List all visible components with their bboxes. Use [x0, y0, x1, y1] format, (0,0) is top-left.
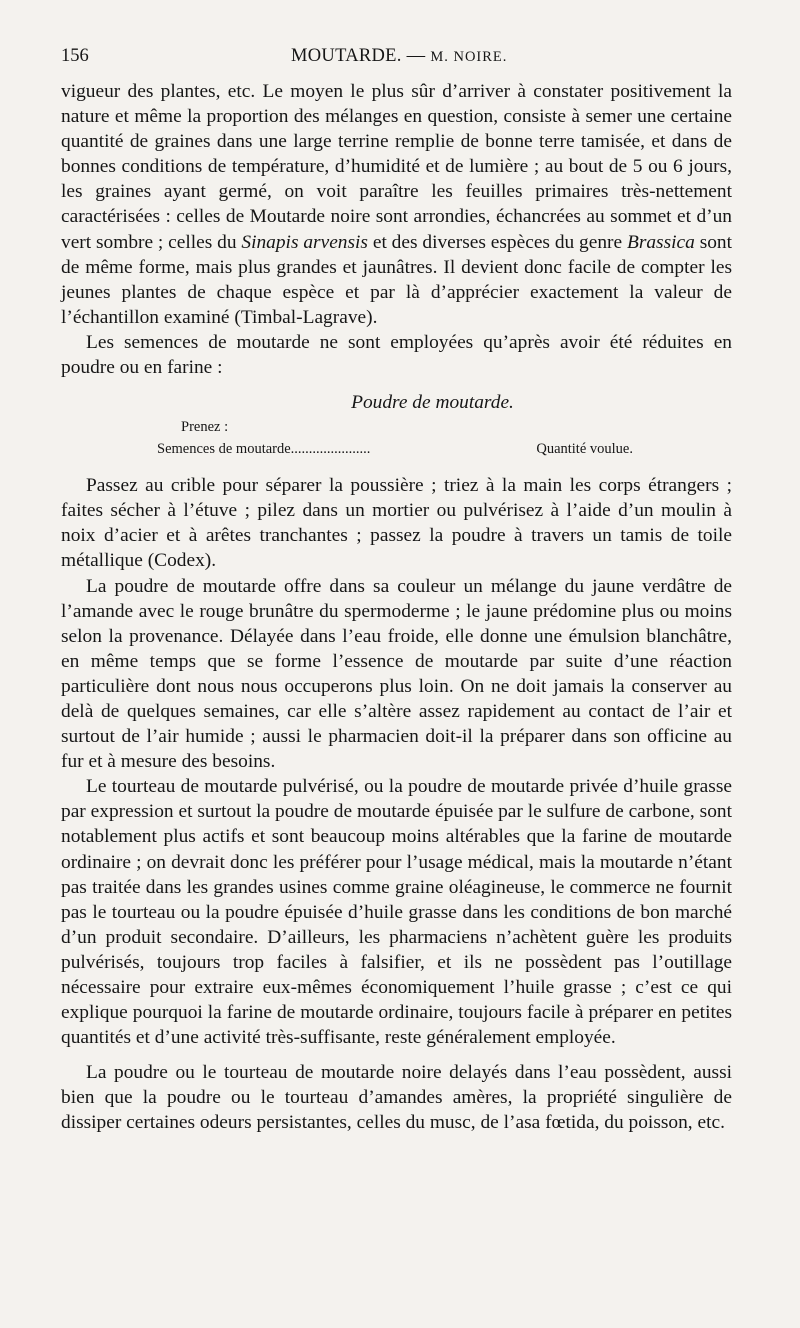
- recipe-ingredient-line: [157, 439, 633, 459]
- paragraph-text: sont de même forme, mais plus grandes et jaunâtres. Il devient donc facile de compter les jeunes plantes de chaque espèce et par là d’apprécier exactement la valeur de l’échantillon examiné (Timbal-Lagrave).: [61, 231, 733, 328]
- recipe-title: Poudre de moutarde.: [351, 392, 514, 414]
- genus-name-brassica: Brassica: [626, 231, 695, 253]
- paragraph-text: vigueur des plantes, etc. Le moyen le plus sûr d’arriver à constater positivement la nature et même la proportion des mélanges en question, consiste à semer une certaine quantité de graines dans une large terrine remplie de bonne terre tamisée, et dans de bonnes conditions de température, d’humidité et de lumière ; au bout de 5 ou 6 jours, les graines ayant germé, on voit paraître les feuilles primaires très-nettement caractérisées : celles de Moutarde noire sont arrondies, échancrées au sommet et d’un vert sombre ; celles du: [61, 81, 732, 253]
- paragraph-germination-test: [61, 79, 732, 330]
- recipe-ingredient: Semences de moutarde......................: [157, 441, 371, 458]
- paragraph-odor-dissipation: La poudre ou le tourteau de moutarde noire delayés dans l’eau possèdent, aussi bien que la poudre ou le tourteau d’amandes amères, la propriété singulière de dissiper certaines odeurs persistantes, celles du musc, de l’asa fœtida, du poisson, etc.: [61, 1062, 732, 1134]
- page-body: [61, 79, 732, 1136]
- running-head-main: MOUTARDE. —: [291, 46, 431, 66]
- recipe-quantity: Quantité voulue.: [536, 441, 633, 458]
- paragraph-powder-intro: Les semences de moutarde ne sont employées qu’après avoir été réduites en poudre ou en farine :: [61, 331, 732, 379]
- paragraph-text: et des diverses espèces du genre: [367, 231, 627, 253]
- running-head: [291, 46, 507, 67]
- paragraph-preparation: Passez au crible pour séparer la poussière ; triez à la main les corps étrangers ; faites sécher à l’étuve ; pilez dans un mortier ou pulvérisez à l’aide d’un moulin à noix d’acier et à arêtes tranchantes ; passez la poudre à travers un tamis de toile métallique (Codex).: [61, 475, 732, 572]
- recipe-prenez: Prenez :: [181, 419, 229, 436]
- paragraph-tourteau: Le tourteau de moutarde pulvérisé, ou la poudre de moutarde privée d’huile grasse par expression et surtout la poudre de moutarde épuisée par le sulfure de carbone, sont notablement plus actifs et sont beaucoup moins altérables que la farine de moutarde ordinaire ; on devrait donc les préférer pour l’usage médical, mais la moutarde n’étant pas traitée dans les grandes usines comme graine oléagineuse, le commerce ne fournit pas le tourteau ou la poudre épuisée d’huile grasse dans les conditions de bon marché d’un produit secondaire. D’ailleurs, les pharmaciens n’achètent guère les produits pulvérisés, toujours trop faciles à falsifier, et ils ne possèdent pas l’outillage nécessaire pour extraire eux-mêmes économiquement l’huile grasse ; c’est ce qui explique pourquoi la farine de moutarde ordinaire, toujours facile à préparer en petites quantités et d’une activité très-suffisante, reste généralement employée.: [61, 776, 732, 1049]
- page-header: [61, 46, 734, 72]
- page-number: 156: [61, 46, 89, 66]
- paragraph-powder-color: La poudre de moutarde offre dans sa couleur un mélange du jaune verdâtre de l’amande avec le rouge brunâtre du spermoderme ; le jaune prédomine plus ou moins selon la provenance. Délayée dans l’eau froide, elle donne une émulsion blanchâtre, en même temps que se forme l’essence de moutarde par suite d’une réaction particulière dont nous nous occuperons plus loin. On ne doit jamais la conserver au delà de quelques semaines, car elle s’altère assez rapidement au contact de l’air et surtout de l’air humide ; aussi le pharmacien doit-il la préparer dans son officine au fur et à mesure des besoins.: [61, 575, 732, 773]
- species-name-sinapis: Sinapis arvensis: [241, 231, 368, 253]
- running-head-sub: M. NOIRE.: [430, 49, 508, 65]
